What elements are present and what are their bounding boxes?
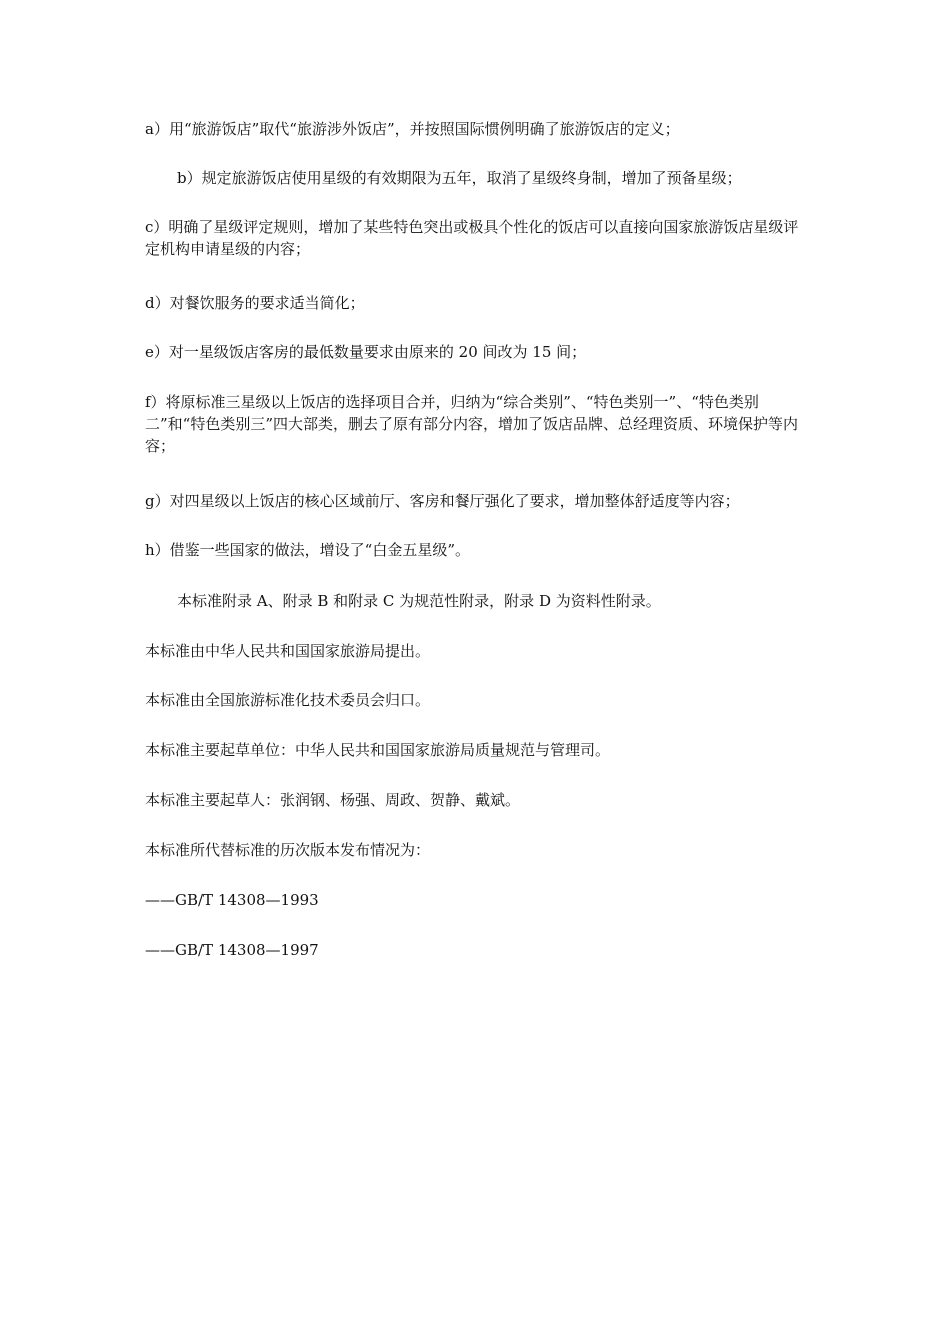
drafting-organization-statement: 本标准主要起草单位：中华人民共和国国家旅游局质量规范与管理司。 — [145, 741, 611, 759]
previous-versions-heading: 本标准所代替标准的历次版本发布情况为： — [145, 841, 431, 859]
previous-version-1993: ——GB/T 14308—1993 — [145, 891, 319, 909]
paragraph-item-c: c）明确了星级评定规则，增加了某些特色突出或极具个性化的饭店可以直接向国家旅游饭店星级评定机构申请星级的内容； — [145, 218, 799, 258]
paragraph-item-d: d）对餐饮服务的要求适当简化； — [145, 294, 365, 312]
previous-version-1997: ——GB/T 14308—1997 — [145, 941, 319, 959]
appendix-note: 本标准附录 A、附录 B 和附录 C 为规范性附录，附录 D 为资料性附录。 — [177, 592, 661, 610]
paragraph-item-f: f）将原标准三星级以上饭店的选择项目合并，归纳为“综合类别”、“特色类别一”、“特色类别二”和“特色类别三”四大部类，删去了原有部分内容，增加了饭店品牌、总经理资质、环境保护等内容； — [145, 393, 799, 455]
paragraph-item-a: a）用“旅游饭店”取代“旅游涉外饭店”，并按照国际惯例明确了旅游饭店的定义； — [145, 120, 680, 138]
drafters-statement: 本标准主要起草人：张润钢、杨强、周政、贺静、戴斌。 — [145, 791, 521, 809]
proposer-statement: 本标准由中华人民共和国国家旅游局提出。 — [145, 642, 431, 660]
responsible-committee-statement: 本标准由全国旅游标准化技术委员会归口。 — [145, 691, 431, 709]
paragraph-item-h: h）借鉴一些国家的做法，增设了“白金五星级”。 — [145, 541, 470, 559]
paragraph-item-e: e）对一星级饭店客房的最低数量要求由原来的 20 间改为 15 间； — [145, 343, 587, 361]
paragraph-item-g: g）对四星级以上饭店的核心区域前厅、客房和餐厅强化了要求，增加整体舒适度等内容； — [145, 492, 740, 510]
paragraph-item-b: b）规定旅游饭店使用星级的有效期限为五年，取消了星级终身制，增加了预备星级； — [177, 169, 742, 187]
